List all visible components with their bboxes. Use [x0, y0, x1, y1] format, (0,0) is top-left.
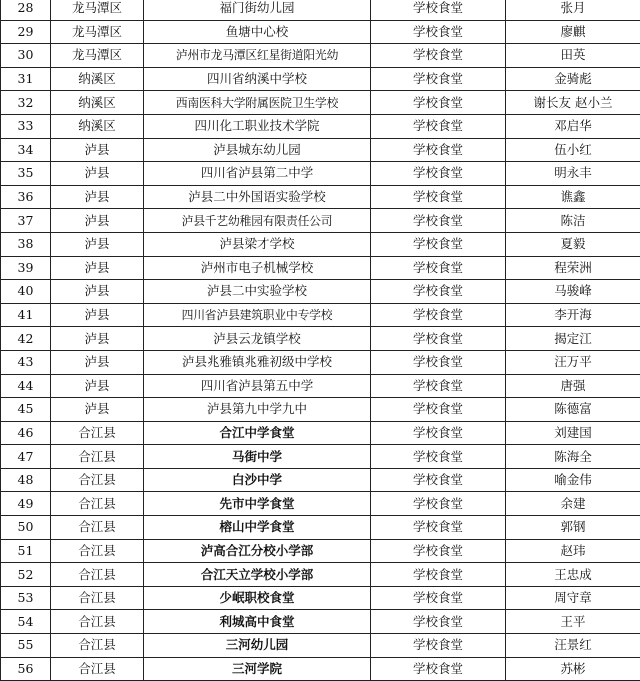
responsible-person-cell: 陈德富 — [506, 398, 640, 422]
district-cell: 泸县 — [51, 232, 144, 256]
row-number-cell: 49 — [1, 492, 51, 516]
school-name-cell: 四川省泸县第五中学 — [144, 374, 371, 398]
school-name-cell: 三河幼儿园 — [144, 634, 371, 658]
district-cell: 合江县 — [51, 468, 144, 492]
district-cell: 泸县 — [51, 303, 144, 327]
table-row — [1, 138, 640, 162]
responsible-person-cell: 夏毅 — [506, 232, 640, 256]
school-name-cell: 先市中学食堂 — [144, 492, 371, 516]
table-row — [1, 280, 640, 304]
table-row — [1, 374, 640, 398]
district-cell: 龙马潭区 — [51, 0, 144, 20]
district-cell: 合江县 — [51, 445, 144, 469]
responsible-person-cell: 唐强 — [506, 374, 640, 398]
unit-type-cell: 学校食堂 — [371, 350, 506, 374]
school-name-cell: 西南医科大学附属医院卫生学校 — [144, 91, 371, 115]
responsible-person-cell: 程荣洲 — [506, 256, 640, 280]
unit-type-cell: 学校食堂 — [371, 445, 506, 469]
responsible-person-cell: 陈海全 — [506, 445, 640, 469]
table-row — [1, 586, 640, 610]
school-name-cell: 泸县云龙镇学校 — [144, 327, 371, 351]
row-number-cell: 43 — [1, 350, 51, 374]
row-number-cell: 36 — [1, 185, 51, 209]
table-row — [1, 421, 640, 445]
district-cell: 泸县 — [51, 350, 144, 374]
row-number-cell: 34 — [1, 138, 51, 162]
row-number-cell: 38 — [1, 232, 51, 256]
unit-type-cell: 学校食堂 — [371, 634, 506, 658]
table-row — [1, 0, 640, 20]
school-name-cell: 泸州市龙马潭区红星街道阳光幼 — [144, 44, 371, 68]
table-row — [1, 20, 640, 44]
district-cell: 龙马潭区 — [51, 44, 144, 68]
row-number-cell: 32 — [1, 91, 51, 115]
responsible-person-cell: 揭定江 — [506, 327, 640, 351]
row-number-cell: 44 — [1, 374, 51, 398]
row-number-cell: 40 — [1, 280, 51, 304]
table-row — [1, 303, 640, 327]
row-number-cell: 50 — [1, 516, 51, 540]
school-name-cell: 泸县二中实验学校 — [144, 280, 371, 304]
responsible-person-cell: 廖麒 — [506, 20, 640, 44]
row-number-cell: 30 — [1, 44, 51, 68]
table-row — [1, 634, 640, 658]
school-name-cell: 马街中学 — [144, 445, 371, 469]
district-cell: 合江县 — [51, 516, 144, 540]
unit-type-cell: 学校食堂 — [371, 586, 506, 610]
responsible-person-cell: 谢长友 赵小兰 — [506, 91, 640, 115]
unit-type-cell: 学校食堂 — [371, 232, 506, 256]
table-row — [1, 162, 640, 186]
school-name-cell: 四川省泸县建筑职业中专学校 — [144, 303, 371, 327]
row-number-cell: 41 — [1, 303, 51, 327]
school-name-cell: 泸县梁才学校 — [144, 232, 371, 256]
table-row — [1, 657, 640, 681]
table-row — [1, 468, 640, 492]
school-name-cell: 合江天立学校小学部 — [144, 563, 371, 587]
school-name-cell: 白沙中学 — [144, 468, 371, 492]
unit-type-cell: 学校食堂 — [371, 374, 506, 398]
school-name-cell: 四川省泸县第二中学 — [144, 162, 371, 186]
row-number-cell: 46 — [1, 421, 51, 445]
table-row — [1, 67, 640, 91]
responsible-person-cell: 郭钢 — [506, 516, 640, 540]
row-number-cell: 29 — [1, 20, 51, 44]
district-cell: 泸县 — [51, 256, 144, 280]
unit-type-cell: 学校食堂 — [371, 138, 506, 162]
unit-type-cell: 学校食堂 — [371, 563, 506, 587]
unit-type-cell: 学校食堂 — [371, 20, 506, 44]
table-row — [1, 350, 640, 374]
unit-type-cell: 学校食堂 — [371, 67, 506, 91]
school-name-cell: 泸县第九中学九中 — [144, 398, 371, 422]
district-cell: 泸县 — [51, 398, 144, 422]
responsible-person-cell: 周守章 — [506, 586, 640, 610]
table-row — [1, 492, 640, 516]
responsible-person-cell: 邓启华 — [506, 114, 640, 138]
district-cell: 泸县 — [51, 327, 144, 351]
school-name-cell: 鱼塘中心校 — [144, 20, 371, 44]
table-row — [1, 44, 640, 68]
responsible-person-cell: 王平 — [506, 610, 640, 634]
table-row — [1, 327, 640, 351]
row-number-cell: 33 — [1, 114, 51, 138]
district-cell: 合江县 — [51, 610, 144, 634]
row-number-cell: 54 — [1, 610, 51, 634]
unit-type-cell: 学校食堂 — [371, 162, 506, 186]
district-cell: 合江县 — [51, 563, 144, 587]
unit-type-cell: 学校食堂 — [371, 516, 506, 540]
school-name-cell: 合江中学食堂 — [144, 421, 371, 445]
responsible-person-cell: 张月 — [506, 0, 640, 20]
school-name-cell: 少岷职校食堂 — [144, 586, 371, 610]
school-name-cell: 泸县兆雅镇兆雅初级中学校 — [144, 350, 371, 374]
row-number-cell: 35 — [1, 162, 51, 186]
responsible-person-cell: 田英 — [506, 44, 640, 68]
school-name-cell: 泸高合江分校小学部 — [144, 539, 371, 563]
row-number-cell: 48 — [1, 468, 51, 492]
responsible-person-cell: 伍小红 — [506, 138, 640, 162]
row-number-cell: 55 — [1, 634, 51, 658]
unit-type-cell: 学校食堂 — [371, 610, 506, 634]
school-name-cell: 榕山中学食堂 — [144, 516, 371, 540]
unit-type-cell: 学校食堂 — [371, 539, 506, 563]
school-name-cell: 三河学院 — [144, 657, 371, 681]
row-number-cell: 42 — [1, 327, 51, 351]
district-cell: 合江县 — [51, 586, 144, 610]
row-number-cell: 37 — [1, 209, 51, 233]
responsible-person-cell: 赵玮 — [506, 539, 640, 563]
table-row — [1, 91, 640, 115]
school-name-cell: 泸县千艺幼稚园有限责任公司 — [144, 209, 371, 233]
row-number-cell: 53 — [1, 586, 51, 610]
unit-type-cell: 学校食堂 — [371, 657, 506, 681]
row-number-cell: 45 — [1, 398, 51, 422]
row-number-cell: 31 — [1, 67, 51, 91]
table-row — [1, 539, 640, 563]
row-number-cell: 52 — [1, 563, 51, 587]
unit-type-cell: 学校食堂 — [371, 492, 506, 516]
unit-type-cell: 学校食堂 — [371, 327, 506, 351]
district-cell: 泸县 — [51, 280, 144, 304]
school-name-cell: 泸县城东幼儿园 — [144, 138, 371, 162]
unit-type-cell: 学校食堂 — [371, 0, 506, 20]
responsible-person-cell: 刘建国 — [506, 421, 640, 445]
district-cell: 合江县 — [51, 634, 144, 658]
district-cell: 泸县 — [51, 209, 144, 233]
district-cell: 纳溪区 — [51, 114, 144, 138]
responsible-person-cell: 王忠成 — [506, 563, 640, 587]
unit-type-cell: 学校食堂 — [371, 256, 506, 280]
unit-type-cell: 学校食堂 — [371, 398, 506, 422]
responsible-person-cell: 金骑彪 — [506, 67, 640, 91]
unit-type-cell: 学校食堂 — [371, 44, 506, 68]
district-cell: 泸县 — [51, 138, 144, 162]
school-name-cell: 泸州市电子机械学校 — [144, 256, 371, 280]
district-cell: 龙马潭区 — [51, 20, 144, 44]
district-cell: 合江县 — [51, 657, 144, 681]
district-cell: 合江县 — [51, 421, 144, 445]
responsible-person-cell: 陈洁 — [506, 209, 640, 233]
responsible-person-cell: 汪景红 — [506, 634, 640, 658]
table-row — [1, 232, 640, 256]
district-cell: 合江县 — [51, 492, 144, 516]
responsible-person-cell: 李开海 — [506, 303, 640, 327]
table-row — [1, 209, 640, 233]
responsible-person-cell: 余建 — [506, 492, 640, 516]
unit-type-cell: 学校食堂 — [371, 468, 506, 492]
responsible-person-cell: 谯鑫 — [506, 185, 640, 209]
table-row — [1, 516, 640, 540]
district-cell: 纳溪区 — [51, 67, 144, 91]
school-name-cell: 利城高中食堂 — [144, 610, 371, 634]
table-row — [1, 185, 640, 209]
district-cell: 合江县 — [51, 539, 144, 563]
responsible-person-cell: 喻金伟 — [506, 468, 640, 492]
unit-type-cell: 学校食堂 — [371, 185, 506, 209]
unit-type-cell: 学校食堂 — [371, 114, 506, 138]
table-row — [1, 445, 640, 469]
school-name-cell: 四川省纳溪中学校 — [144, 67, 371, 91]
responsible-person-cell: 明永丰 — [506, 162, 640, 186]
table-row — [1, 398, 640, 422]
responsible-person-cell: 汪万平 — [506, 350, 640, 374]
unit-type-cell: 学校食堂 — [371, 91, 506, 115]
responsible-person-cell: 苏彬 — [506, 657, 640, 681]
row-number-cell: 56 — [1, 657, 51, 681]
table-body — [1, 0, 640, 681]
row-number-cell: 28 — [1, 0, 51, 20]
row-number-cell: 39 — [1, 256, 51, 280]
table-row — [1, 563, 640, 587]
unit-type-cell: 学校食堂 — [371, 421, 506, 445]
unit-type-cell: 学校食堂 — [371, 280, 506, 304]
district-cell: 泸县 — [51, 162, 144, 186]
responsible-person-cell: 马骏峰 — [506, 280, 640, 304]
table-row — [1, 610, 640, 634]
district-cell: 泸县 — [51, 185, 144, 209]
district-cell: 泸县 — [51, 374, 144, 398]
table-row — [1, 114, 640, 138]
district-cell: 纳溪区 — [51, 91, 144, 115]
unit-type-cell: 学校食堂 — [371, 209, 506, 233]
table-row — [1, 256, 640, 280]
row-number-cell: 51 — [1, 539, 51, 563]
unit-type-cell: 学校食堂 — [371, 303, 506, 327]
school-name-cell: 泸县二中外国语实验学校 — [144, 185, 371, 209]
school-name-cell: 福门街幼儿园 — [144, 0, 371, 20]
school-name-cell: 四川化工职业技术学院 — [144, 114, 371, 138]
row-number-cell: 47 — [1, 445, 51, 469]
